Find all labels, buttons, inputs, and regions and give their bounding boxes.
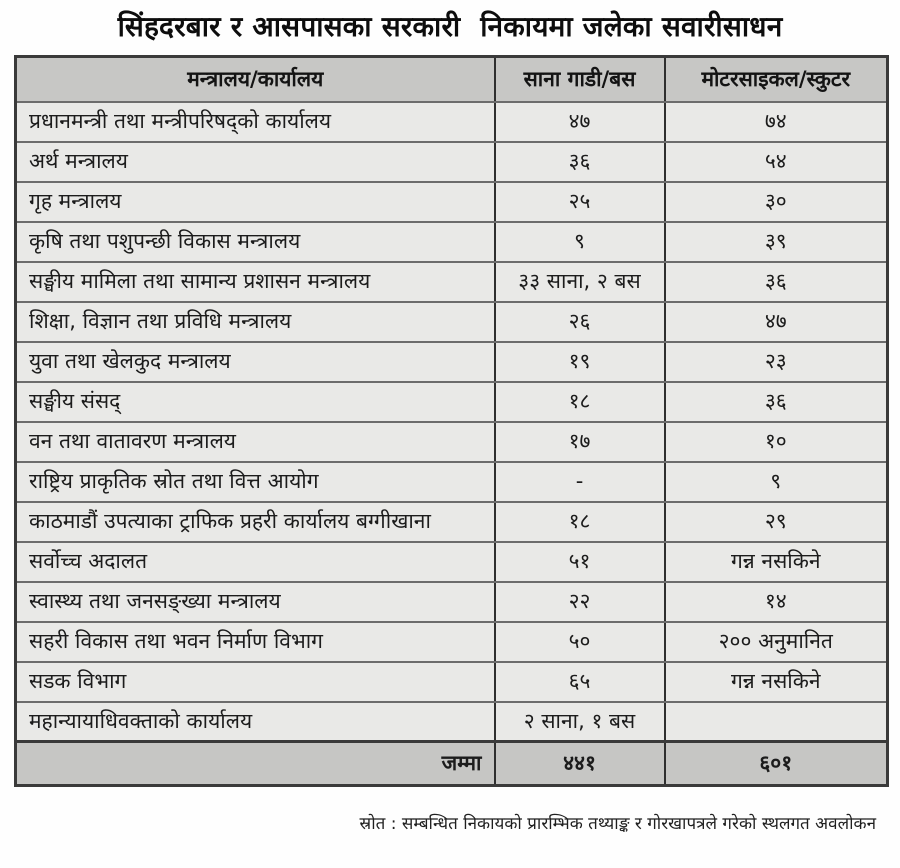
motorcycle-cell: ३० bbox=[665, 182, 888, 222]
office-cell: कृषि तथा पशुपन्छी विकास मन्त्रालय bbox=[16, 222, 495, 262]
table-row bbox=[16, 382, 888, 422]
office-cell: सङ्घीय मामिला तथा सामान्य प्रशासन मन्त्रालय bbox=[16, 262, 495, 302]
office-cell: युवा तथा खेलकुद मन्त्रालय bbox=[16, 342, 495, 382]
page-title: सिंहदरबार र आसपासका सरकारी निकायमा जलेका सवारीसाधन bbox=[117, 10, 783, 43]
small-vehicle-cell: २५ bbox=[495, 182, 665, 222]
table-row bbox=[16, 422, 888, 462]
office-cell: सर्वोच्च अदालत bbox=[16, 542, 495, 582]
table-row bbox=[16, 542, 888, 582]
header-small-vehicle-bus: साना गाडी/बस bbox=[495, 57, 665, 102]
office-cell: वन तथा वातावरण मन्त्रालय bbox=[16, 422, 495, 462]
header-ministry-office: मन्त्रालय/कार्यालय bbox=[16, 57, 495, 102]
motorcycle-cell: ९ bbox=[665, 462, 888, 502]
table-row bbox=[16, 582, 888, 622]
table-row bbox=[16, 142, 888, 182]
small-vehicle-cell: ४७ bbox=[495, 102, 665, 142]
office-cell: शिक्षा, विज्ञान तथा प्रविधि मन्त्रालय bbox=[16, 302, 495, 342]
table-row bbox=[16, 662, 888, 702]
small-vehicle-cell: ९ bbox=[495, 222, 665, 262]
motorcycle-cell: ३९ bbox=[665, 222, 888, 262]
motorcycle-cell: २३ bbox=[665, 342, 888, 382]
office-cell: स्वास्थ्य तथा जनसङ्ख्या मन्त्रालय bbox=[16, 582, 495, 622]
source-note: स्रोत : सम्बन्धित निकायको प्रारम्भिक तथ्याङ्क र गोरखापत्रले गरेको स्थलगत अवलोकन bbox=[359, 814, 876, 835]
table-row bbox=[16, 462, 888, 502]
office-cell: सडक विभाग bbox=[16, 662, 495, 702]
small-vehicle-cell: १७ bbox=[495, 422, 665, 462]
motorcycle-cell: २०० अनुमानित bbox=[665, 622, 888, 662]
table-total-row bbox=[16, 742, 888, 786]
office-cell: महान्यायाधिवक्ताको कार्यालय bbox=[16, 702, 495, 742]
table-row bbox=[16, 222, 888, 262]
motorcycle-cell: २९ bbox=[665, 502, 888, 542]
total-small-vehicles: ४४१ bbox=[495, 742, 665, 786]
small-vehicle-cell: १८ bbox=[495, 382, 665, 422]
table-row bbox=[16, 102, 888, 142]
small-vehicle-cell: - bbox=[495, 462, 665, 502]
header-motorcycle-scooter: मोटरसाइकल/स्कुटर bbox=[665, 57, 888, 102]
office-cell: गृह मन्त्रालय bbox=[16, 182, 495, 222]
total-label: जम्मा bbox=[16, 742, 495, 786]
table-row bbox=[16, 702, 888, 742]
motorcycle-cell: गन्न नसकिने bbox=[665, 662, 888, 702]
office-cell: राष्ट्रिय प्राकृतिक स्रोत तथा वित्त आयोग bbox=[16, 462, 495, 502]
table-row bbox=[16, 302, 888, 342]
office-cell: अर्थ मन्त्रालय bbox=[16, 142, 495, 182]
motorcycle-cell bbox=[665, 702, 888, 742]
table-row bbox=[16, 622, 888, 662]
small-vehicle-cell: ५१ bbox=[495, 542, 665, 582]
table-header-row bbox=[16, 57, 888, 102]
motorcycle-cell: ४७ bbox=[665, 302, 888, 342]
table-row bbox=[16, 262, 888, 302]
small-vehicle-cell: ३६ bbox=[495, 142, 665, 182]
small-vehicle-cell: ३३ साना, २ बस bbox=[495, 262, 665, 302]
office-cell: सङ्घीय संसद् bbox=[16, 382, 495, 422]
office-cell: सहरी विकास तथा भवन निर्माण विभाग bbox=[16, 622, 495, 662]
small-vehicle-cell: २६ bbox=[495, 302, 665, 342]
small-vehicle-cell: १९ bbox=[495, 342, 665, 382]
table-row bbox=[16, 502, 888, 542]
small-vehicle-cell: १८ bbox=[495, 502, 665, 542]
office-cell: काठमाडौं उपत्याका ट्राफिक प्रहरी कार्यालय बग्गीखाना bbox=[16, 502, 495, 542]
total-motorcycles: ६०१ bbox=[665, 742, 888, 786]
motorcycle-cell: ७४ bbox=[665, 102, 888, 142]
motorcycle-cell: १४ bbox=[665, 582, 888, 622]
small-vehicle-cell: २ साना, १ बस bbox=[495, 702, 665, 742]
office-cell: प्रधानमन्त्री तथा मन्त्रीपरिषद्को कार्यालय bbox=[16, 102, 495, 142]
small-vehicle-cell: ६५ bbox=[495, 662, 665, 702]
table-row bbox=[16, 342, 888, 382]
motorcycle-cell: ३६ bbox=[665, 382, 888, 422]
small-vehicle-cell: २२ bbox=[495, 582, 665, 622]
motorcycle-cell: १० bbox=[665, 422, 888, 462]
motorcycle-cell: ३६ bbox=[665, 262, 888, 302]
motorcycle-cell: गन्न नसकिने bbox=[665, 542, 888, 582]
table-row bbox=[16, 182, 888, 222]
vehicles-burned-table bbox=[14, 55, 889, 787]
motorcycle-cell: ५४ bbox=[665, 142, 888, 182]
small-vehicle-cell: ५० bbox=[495, 622, 665, 662]
